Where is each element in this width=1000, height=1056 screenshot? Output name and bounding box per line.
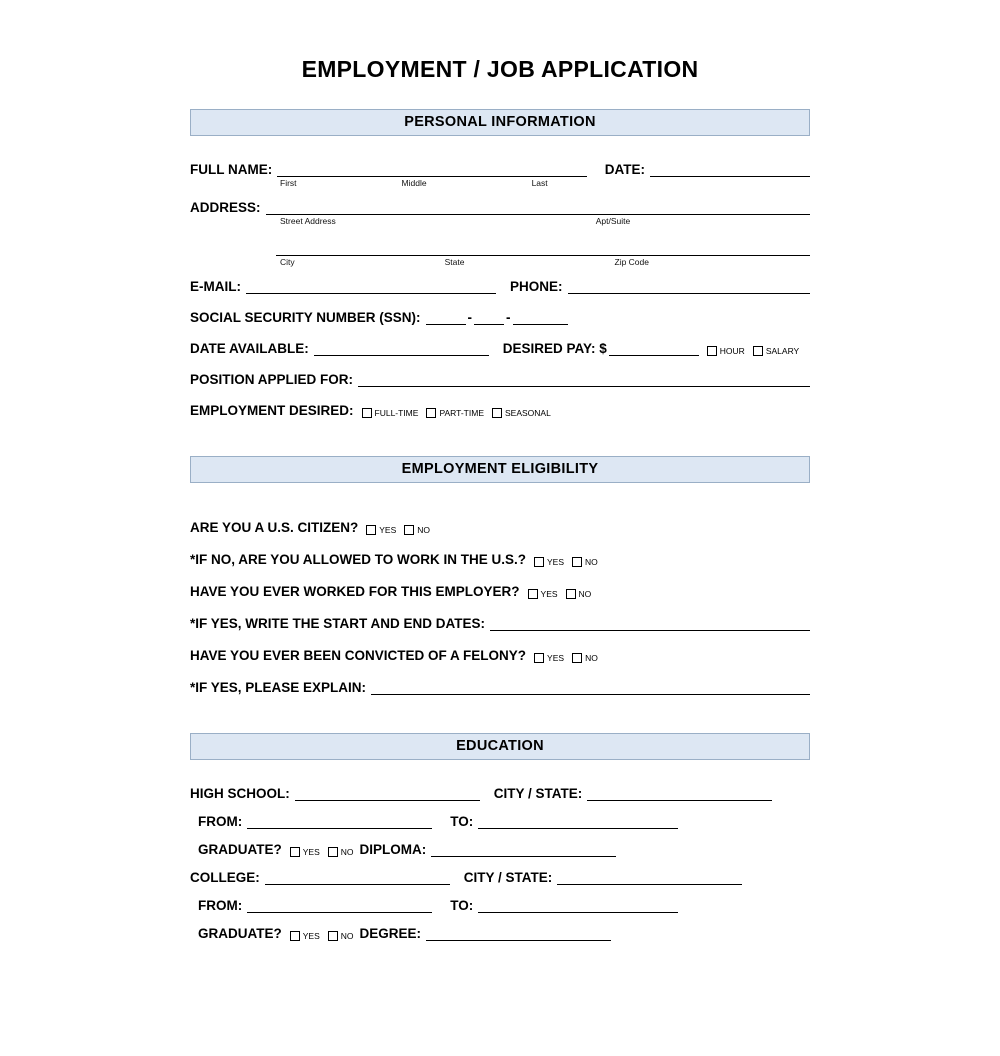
work-authorization-question-row (190, 552, 810, 567)
citizen-question-label: ARE YOU A U.S. CITIZEN? (190, 520, 359, 535)
section-header-education: EDUCATION (190, 733, 810, 760)
checkbox-seasonal[interactable] (492, 408, 502, 418)
felony-question-label: HAVE YOU EVER BEEN CONVICTED OF A FELONY? (190, 648, 527, 663)
checkbox-part-time[interactable] (426, 408, 436, 418)
checkbox-previous-employment-yes-label: YES (540, 589, 558, 599)
checkbox-work-auth-yes-label: YES (547, 557, 565, 567)
high-school-to-label: TO: (450, 814, 474, 829)
date-available-input[interactable] (314, 342, 489, 356)
address-legend-street-label: Street Address (280, 216, 336, 226)
full-name-input[interactable] (277, 163, 587, 177)
employment-desired-row (190, 403, 810, 418)
email-label: E-MAIL: (190, 279, 241, 294)
ssn-part-1-input[interactable] (426, 311, 466, 325)
high-school-city-state-label: CITY / STATE: (493, 786, 583, 801)
address-city-input[interactable] (276, 242, 810, 256)
college-from-label: FROM: (198, 898, 243, 913)
high-school-dates-row (190, 814, 810, 829)
employment-dates-input[interactable] (490, 617, 810, 631)
felony-question-row (190, 648, 810, 663)
checkbox-previous-employment-no[interactable] (566, 589, 576, 599)
college-input[interactable] (265, 871, 450, 885)
college-dates-row (190, 898, 810, 913)
high-school-from-input[interactable] (247, 815, 432, 829)
address-city-row (190, 242, 810, 256)
checkbox-college-graduate-no-label: NO (340, 931, 354, 941)
diploma-input[interactable] (431, 843, 616, 857)
desired-pay-label: DESIRED PAY: $ (502, 341, 607, 356)
checkbox-work-auth-yes[interactable] (534, 557, 544, 567)
college-row (190, 870, 810, 885)
date-input[interactable] (650, 163, 810, 177)
college-city-state-input[interactable] (557, 871, 742, 885)
address-row (190, 200, 810, 215)
high-school-from-label: FROM: (198, 814, 243, 829)
section-header-personal-information: PERSONAL INFORMATION (190, 109, 810, 136)
address-legend-zip-label: Zip Code (614, 257, 649, 267)
checkbox-previous-employment-no-label: NO (578, 589, 592, 599)
full-name-row (190, 162, 810, 177)
college-city-state-label: CITY / STATE: (463, 870, 553, 885)
work-authorization-question-label: *IF NO, ARE YOU ALLOWED TO WORK IN THE U.S.? (190, 552, 527, 567)
phone-label: PHONE: (510, 279, 563, 294)
checkbox-citizen-no[interactable] (404, 525, 414, 535)
high-school-graduate-label: GRADUATE? (198, 842, 282, 857)
checkbox-work-auth-no-label: NO (585, 557, 598, 567)
application-form-page (0, 56, 1000, 1056)
employment-dates-row (190, 616, 810, 631)
email-phone-row (190, 279, 810, 294)
high-school-input[interactable] (295, 787, 480, 801)
employment-desired-label: EMPLOYMENT DESIRED: (190, 403, 354, 418)
checkbox-full-time-label: FULL-TIME (374, 408, 419, 418)
checkbox-college-graduate-yes[interactable] (290, 931, 300, 941)
college-to-input[interactable] (478, 899, 678, 913)
ssn-label: SOCIAL SECURITY NUMBER (SSN): (190, 310, 421, 325)
education-block (190, 760, 810, 941)
checkbox-hs-graduate-yes[interactable] (290, 847, 300, 857)
college-label: COLLEGE: (190, 870, 260, 885)
date-label: DATE: (604, 162, 645, 177)
high-school-graduate-row (190, 842, 810, 857)
college-to-label: TO: (450, 898, 474, 913)
checkbox-pay-hour-label: HOUR (719, 346, 745, 356)
degree-input[interactable] (426, 927, 611, 941)
ssn-part-2-input[interactable] (474, 311, 504, 325)
checkbox-hs-graduate-no[interactable] (328, 847, 338, 857)
address-legend-apt-label: Apt/Suite (595, 216, 631, 226)
high-school-city-state-input[interactable] (587, 787, 772, 801)
checkbox-part-time-label: PART-TIME (439, 408, 484, 418)
checkbox-citizen-yes-label: YES (379, 525, 397, 535)
page-title: EMPLOYMENT / JOB APPLICATION (301, 56, 699, 82)
checkbox-felony-yes-label: YES (547, 653, 565, 663)
diploma-label: DIPLOMA: (359, 842, 427, 857)
address-legend-street (190, 216, 810, 226)
checkbox-college-graduate-no[interactable] (328, 931, 338, 941)
position-applied-label: POSITION APPLIED FOR: (190, 372, 354, 387)
felony-explain-label: *IF YES, PLEASE EXPLAIN: (190, 680, 367, 695)
felony-explain-input[interactable] (371, 681, 810, 695)
checkbox-college-graduate-yes-label: YES (302, 931, 320, 941)
college-from-input[interactable] (247, 899, 432, 913)
email-input[interactable] (246, 280, 496, 294)
checkbox-citizen-yes[interactable] (366, 525, 376, 535)
address-legend-city-label: City (280, 257, 295, 267)
citizen-question-row (190, 520, 810, 535)
high-school-to-input[interactable] (478, 815, 678, 829)
felony-explain-row (190, 680, 810, 695)
checkbox-citizen-no-label: NO (417, 525, 431, 535)
checkbox-previous-employment-yes[interactable] (528, 589, 538, 599)
name-legend-last: Last (531, 178, 548, 188)
date-available-pay-row (190, 341, 810, 356)
desired-pay-input[interactable] (609, 342, 699, 356)
checkbox-pay-hour[interactable] (707, 346, 717, 356)
ssn-dash-2: - (506, 310, 511, 325)
section-header-employment-eligibility: EMPLOYMENT ELIGIBILITY (190, 456, 810, 483)
previous-employment-question-label: HAVE YOU EVER WORKED FOR THIS EMPLOYER? (190, 584, 520, 599)
employment-eligibility-block (190, 483, 810, 695)
address-legend-state-label: State (444, 257, 465, 267)
previous-employment-question-row (190, 584, 810, 599)
checkbox-hs-graduate-yes-label: YES (302, 847, 320, 857)
ssn-dash-1: - (467, 310, 473, 325)
personal-information-block (190, 136, 810, 418)
position-applied-row (190, 372, 810, 387)
high-school-label: HIGH SCHOOL: (190, 786, 290, 801)
checkbox-pay-salary-label: SALARY (765, 346, 800, 356)
address-legend-city (190, 257, 810, 267)
phone-input[interactable] (568, 280, 810, 294)
name-legend (190, 178, 810, 188)
degree-label: DEGREE: (359, 926, 422, 941)
date-available-label: DATE AVAILABLE: (190, 341, 309, 356)
address-label: ADDRESS: (190, 200, 261, 215)
name-legend-first: First (280, 178, 297, 188)
checkbox-felony-no[interactable] (572, 653, 582, 663)
college-graduate-label: GRADUATE? (198, 926, 282, 941)
name-legend-middle: Middle (401, 178, 427, 188)
address-street-input[interactable] (266, 201, 810, 215)
position-applied-input[interactable] (358, 373, 810, 387)
checkbox-seasonal-label: SEASONAL (505, 408, 551, 418)
ssn-part-3-input[interactable] (513, 311, 568, 325)
checkbox-work-auth-no[interactable] (572, 557, 582, 567)
ssn-row (190, 310, 810, 325)
checkbox-felony-no-label: NO (585, 653, 598, 663)
employment-dates-label: *IF YES, WRITE THE START AND END DATES: (190, 616, 486, 631)
high-school-row (190, 786, 810, 801)
college-graduate-row (190, 926, 810, 941)
checkbox-pay-salary[interactable] (753, 346, 763, 356)
checkbox-felony-yes[interactable] (534, 653, 544, 663)
full-name-label: FULL NAME: (190, 162, 273, 177)
checkbox-hs-graduate-no-label: NO (340, 847, 354, 857)
checkbox-full-time[interactable] (362, 408, 372, 418)
